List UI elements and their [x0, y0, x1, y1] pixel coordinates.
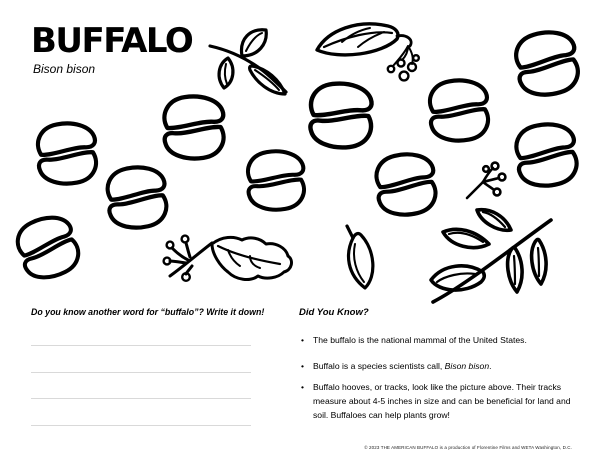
fact-item — [301, 359, 571, 373]
fact-text-part: . — [489, 361, 492, 371]
buffalo-track-icon — [421, 74, 498, 148]
buffalo-track-icon — [303, 79, 379, 153]
writing-line[interactable] — [31, 398, 251, 399]
writing-line[interactable] — [31, 425, 251, 426]
bullet-marker: • — [301, 382, 304, 392]
berries-and-oak-leaf-icon — [162, 230, 304, 294]
fact-text — [313, 359, 571, 373]
buffalo-track-icon — [506, 115, 588, 194]
bullet-marker: • — [301, 361, 304, 371]
fact-text: The buffalo is the national mammal of the United States. — [313, 335, 527, 345]
writing-line[interactable] — [31, 345, 251, 346]
buffalo-track-icon — [4, 205, 91, 291]
berry-sprig-icon — [463, 160, 509, 202]
writing-prompt: Do you know another word for “buffalo”? Write it down! — [31, 307, 265, 317]
single-leaf-icon — [337, 224, 385, 292]
copyright-notice: © 2023 THE AMERICAN BUFFALO is a production of Florentine Films and WETA Washington, D.C. — [364, 445, 572, 450]
leafy-branch-icon — [427, 206, 561, 310]
bullet-marker: • — [301, 335, 304, 345]
writing-line[interactable] — [31, 372, 251, 373]
buffalo-track-icon — [505, 22, 590, 104]
leaf-with-berries-icon — [312, 16, 424, 86]
buffalo-track-icon — [98, 159, 177, 235]
page-subtitle: Bison bison — [33, 62, 96, 76]
buffalo-track-icon — [239, 145, 312, 216]
facts-heading: Did You Know? — [299, 307, 369, 318]
fact-text-part: Buffalo is a species scientists call, — [313, 361, 445, 371]
fact-text: Buffalo hooves, or tracks, look like the picture above. Their tracks measure about 4-5 inches in size and can be beneficial for land and soil. Buffaloes can help plants grow! — [313, 382, 571, 420]
species-name: Bison bison — [444, 361, 490, 371]
fact-item — [301, 380, 571, 422]
buffalo-track-icon — [156, 91, 233, 165]
leafy-branch-icon — [206, 26, 294, 98]
page-title: BUFFALO — [31, 21, 193, 61]
buffalo-track-icon — [29, 117, 106, 191]
fact-item — [301, 333, 571, 347]
